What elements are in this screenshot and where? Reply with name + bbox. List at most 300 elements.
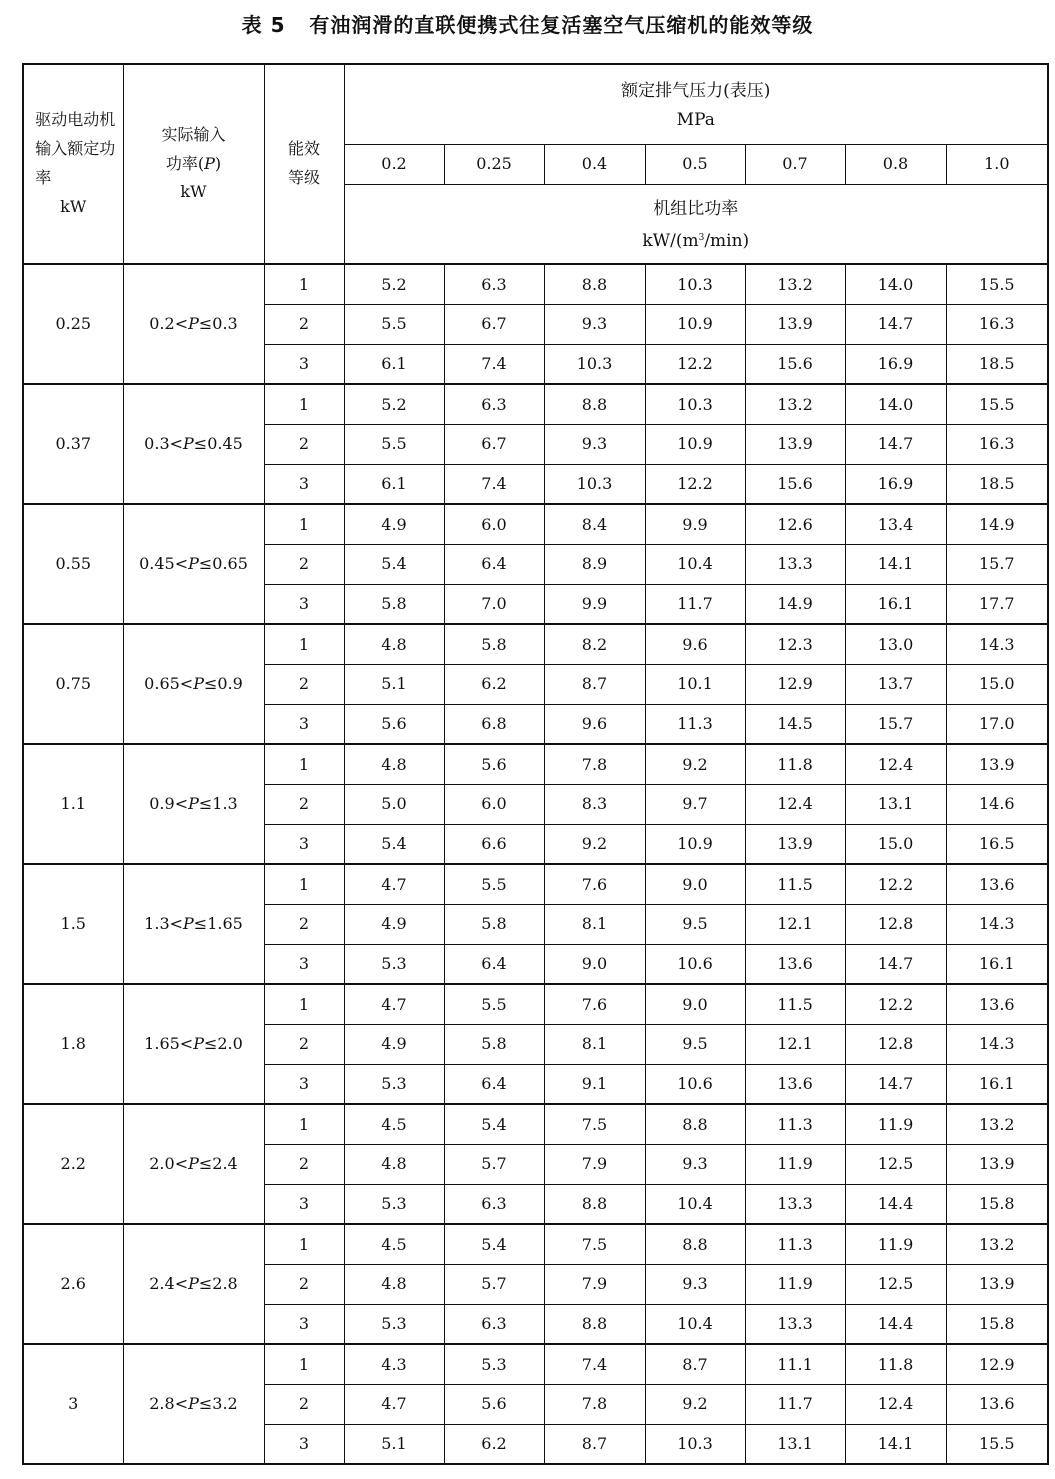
specific-power-cell: 9.2: [645, 1384, 745, 1424]
rated-power-unit: kW: [60, 196, 87, 216]
specific-power-cell: 13.1: [745, 1424, 845, 1464]
specific-power-cell: 13.4: [845, 504, 946, 544]
specific-power-cell: 14.4: [845, 1304, 946, 1344]
specific-power-cell: 4.7: [344, 864, 444, 904]
specific-power-cell: 8.7: [544, 1424, 645, 1464]
specific-power-cell: 13.9: [946, 744, 1048, 784]
specific-power-cell: 14.7: [845, 944, 946, 984]
specific-power-cell: 11.7: [645, 584, 745, 624]
specific-power-cell: 16.9: [845, 464, 946, 504]
grade-cell: 3: [264, 824, 344, 864]
specific-power-cell: 5.8: [444, 904, 544, 944]
specific-power-cell: 9.5: [645, 1024, 745, 1064]
range-var: P: [188, 1394, 199, 1414]
specific-power-cell: 11.3: [745, 1104, 845, 1144]
specific-power-cell: 12.5: [845, 1144, 946, 1184]
specific-power-cell: 10.6: [645, 944, 745, 984]
specific-power-cell: 9.3: [544, 424, 645, 464]
range-var: P: [183, 914, 194, 934]
specific-power-cell: 7.8: [544, 1384, 645, 1424]
range-var: P: [193, 674, 204, 694]
specific-power-cell: 8.4: [544, 504, 645, 544]
specific-power-cell: 11.9: [745, 1144, 845, 1184]
specific-power-cell: 15.0: [845, 824, 946, 864]
specific-power-cell: 6.1: [344, 344, 444, 384]
specific-power-cell: 7.5: [544, 1104, 645, 1144]
specific-power-cell: 9.0: [544, 944, 645, 984]
specific-power-cell: 14.3: [946, 904, 1048, 944]
specific-power-cell: 11.7: [745, 1384, 845, 1424]
specific-power-cell: 5.2: [344, 264, 444, 304]
pressure-header: [344, 64, 1048, 144]
specific-power-cell: 5.7: [444, 1144, 544, 1184]
specific-power-cell: 15.6: [745, 344, 845, 384]
specific-power-cell: 16.5: [946, 824, 1048, 864]
specific-power-cell: 15.5: [946, 384, 1048, 424]
specific-power-cell: 6.7: [444, 304, 544, 344]
actual-power-var: P: [204, 153, 215, 173]
specific-power-cell: 15.8: [946, 1184, 1048, 1224]
specific-power-cell: 13.2: [745, 264, 845, 304]
specific-power-cell: 14.9: [946, 504, 1048, 544]
grade-cell: 1: [264, 1344, 344, 1384]
specific-power-cell: 14.0: [845, 384, 946, 424]
range-high: ≤0.65: [198, 554, 248, 574]
specific-power-cell: 13.6: [745, 1064, 845, 1104]
specific-power-cell: 13.0: [845, 624, 946, 664]
specific-power-cell: 4.3: [344, 1344, 444, 1384]
grade-cell: 1: [264, 744, 344, 784]
specific-power-cell: 11.3: [745, 1224, 845, 1264]
rated-power-cell: 0.75: [23, 624, 123, 744]
range-var: P: [188, 794, 199, 814]
specific-power-cell: 10.3: [544, 464, 645, 504]
specific-power-cell: 14.3: [946, 1024, 1048, 1064]
actual-power-unit: kW: [180, 182, 207, 202]
range-high: ≤3.2: [198, 1394, 238, 1414]
specific-power-cell: 5.8: [344, 584, 444, 624]
range-var: P: [193, 1034, 204, 1054]
specific-power-cell: 7.6: [544, 984, 645, 1024]
specific-power-cell: 10.3: [645, 1424, 745, 1464]
specific-power-cell: 5.8: [444, 1024, 544, 1064]
specific-power-cell: 13.9: [946, 1144, 1048, 1184]
specific-power-cell: 5.1: [344, 1424, 444, 1464]
table-title: 表 5 有油润滑的直联便携式往复活塞空气压缩机的能效等级: [241, 13, 814, 37]
table-row: [23, 1104, 1048, 1144]
specific-power-cell: 6.0: [444, 784, 544, 824]
specific-power-cell: 5.3: [344, 1064, 444, 1104]
specific-power-cell: 9.1: [544, 1064, 645, 1104]
rated-power-cell: 3: [23, 1344, 123, 1464]
range-high: ≤0.45: [193, 434, 243, 454]
specific-power-cell: 6.4: [444, 544, 544, 584]
specific-power-cell: 13.9: [745, 824, 845, 864]
specific-power-cell: 17.7: [946, 584, 1048, 624]
specific-power-cell: 8.3: [544, 784, 645, 824]
specific-power-cell: 16.1: [946, 1064, 1048, 1104]
rated-power-header: [23, 64, 123, 264]
specific-power-cell: 4.7: [344, 984, 444, 1024]
pressure-unit: MPa: [676, 110, 715, 131]
specific-power-cell: 5.4: [444, 1104, 544, 1144]
specific-power-cell: 14.1: [845, 1424, 946, 1464]
grade-cell: 3: [264, 1424, 344, 1464]
rated-power-cell: 2.2: [23, 1104, 123, 1224]
range-low: 0.45<: [139, 554, 189, 574]
specific-power-cell: 15.0: [946, 664, 1048, 704]
specific-power-cell: 14.9: [745, 584, 845, 624]
specific-power-cell: 5.5: [444, 864, 544, 904]
specific-power-cell: 14.7: [845, 424, 946, 464]
specific-power-cell: 5.3: [344, 1304, 444, 1344]
grade-cell: 2: [264, 664, 344, 704]
specific-power-cell: 10.3: [645, 384, 745, 424]
specific-power-cell: 12.8: [845, 904, 946, 944]
specific-power-cell: 10.9: [645, 424, 745, 464]
grade-cell: 1: [264, 264, 344, 304]
specific-power-cell: 14.1: [845, 544, 946, 584]
specific-power-cell: 8.7: [645, 1344, 745, 1384]
specific-power-cell: 5.4: [344, 544, 444, 584]
specific-power-cell: 6.7: [444, 424, 544, 464]
specific-power-cell: 12.5: [845, 1264, 946, 1304]
specific-power-cell: 14.6: [946, 784, 1048, 824]
pressure-value: 0.5: [645, 144, 745, 184]
specific-power-cell: 13.9: [745, 424, 845, 464]
specific-power-cell: 7.0: [444, 584, 544, 624]
rated-power-cell: 1.8: [23, 984, 123, 1104]
grade-cell: 2: [264, 1024, 344, 1064]
grade-cell: 1: [264, 384, 344, 424]
grade-cell: 1: [264, 984, 344, 1024]
rated-power-label: 驱动电动机输入额定功率: [35, 110, 116, 187]
specific-power-cell: 12.8: [845, 1024, 946, 1064]
specific-power-cell: 13.6: [745, 944, 845, 984]
specific-power-header: [344, 184, 1048, 264]
specific-power-cell: 4.9: [344, 504, 444, 544]
specific-power-cell: 15.7: [946, 544, 1048, 584]
grade-cell: 3: [264, 464, 344, 504]
specific-power-cell: 8.1: [544, 904, 645, 944]
table-row: [23, 384, 1048, 424]
specific-power-cell: 14.7: [845, 304, 946, 344]
specific-power-cell: 15.5: [946, 264, 1048, 304]
pressure-value: 0.4: [544, 144, 645, 184]
specific-power-cell: 8.8: [544, 1304, 645, 1344]
grade-cell: 3: [264, 1304, 344, 1344]
range-var: P: [183, 434, 194, 454]
specific-power-cell: 5.5: [444, 984, 544, 1024]
actual-power-label-a: 功率(: [165, 153, 205, 173]
specific-power-cell: 6.2: [444, 664, 544, 704]
range-high: ≤0.9: [203, 674, 243, 694]
specific-power-cell: 9.6: [544, 704, 645, 744]
specific-power-cell: 8.8: [544, 264, 645, 304]
specific-power-cell: 6.3: [444, 1184, 544, 1224]
range-low: 0.2<: [149, 314, 189, 334]
specific-power-cell: 5.7: [444, 1264, 544, 1304]
grade-cell: 3: [264, 1064, 344, 1104]
specific-power-cell: 14.3: [946, 624, 1048, 664]
grade-label-1: 能效: [287, 139, 320, 159]
specific-power-cell: 13.3: [745, 544, 845, 584]
power-range-cell: [123, 864, 264, 984]
specific-power-cell: 5.6: [444, 1384, 544, 1424]
specific-power-cell: 4.8: [344, 1144, 444, 1184]
specific-power-cell: 4.8: [344, 744, 444, 784]
specific-power-cell: 11.9: [845, 1104, 946, 1144]
grade-cell: 3: [264, 944, 344, 984]
specific-power-cell: 6.4: [444, 1064, 544, 1104]
specific-power-cell: 14.0: [845, 264, 946, 304]
specific-power-cell: 8.9: [544, 544, 645, 584]
specific-power-cell: 12.2: [845, 984, 946, 1024]
specific-power-cell: 4.8: [344, 624, 444, 664]
specific-power-cell: 9.9: [544, 584, 645, 624]
grade-cell: 3: [264, 344, 344, 384]
specific-power-cell: 10.6: [645, 1064, 745, 1104]
grade-cell: 3: [264, 1184, 344, 1224]
power-range-cell: [123, 984, 264, 1104]
range-var: P: [188, 1154, 199, 1174]
grade-cell: 1: [264, 1104, 344, 1144]
specific-power-cell: 6.6: [444, 824, 544, 864]
power-range-cell: [123, 384, 264, 504]
specific-power-cell: 5.2: [344, 384, 444, 424]
specific-power-cell: 10.9: [645, 304, 745, 344]
specific-power-cell: 12.4: [745, 784, 845, 824]
specific-power-cell: 9.3: [645, 1264, 745, 1304]
specific-power-cell: 12.1: [745, 1024, 845, 1064]
specific-power-cell: 7.9: [544, 1264, 645, 1304]
specific-power-cell: 5.5: [344, 304, 444, 344]
specific-power-cell: 16.3: [946, 304, 1048, 344]
specific-power-cell: 16.1: [946, 944, 1048, 984]
table-row: [23, 624, 1048, 664]
grade-cell: 2: [264, 304, 344, 344]
specific-power-cell: 16.9: [845, 344, 946, 384]
specific-power-cell: 6.4: [444, 944, 544, 984]
specific-power-cell: 7.9: [544, 1144, 645, 1184]
actual-power-label: 实际输入: [161, 124, 226, 144]
specific-power-cell: 12.4: [845, 1384, 946, 1424]
grade-cell: 2: [264, 904, 344, 944]
grade-label-2: 等级: [287, 168, 320, 187]
specific-power-cell: 11.8: [745, 744, 845, 784]
specific-power-cell: 13.1: [845, 784, 946, 824]
range-low: 2.4<: [149, 1274, 189, 1294]
specific-power-cell: 6.1: [344, 464, 444, 504]
pressure-value: 0.25: [444, 144, 544, 184]
specific-power-cell: 18.5: [946, 344, 1048, 384]
specific-power-cell: 7.8: [544, 744, 645, 784]
specific-power-cell: 15.8: [946, 1304, 1048, 1344]
specific-power-cell: 5.3: [344, 1184, 444, 1224]
specific-power-cell: 13.2: [946, 1224, 1048, 1264]
grade-cell: 2: [264, 424, 344, 464]
specific-power-cell: 11.1: [745, 1344, 845, 1384]
specific-power-cell: 11.5: [745, 864, 845, 904]
rated-power-cell: 2.6: [23, 1224, 123, 1344]
power-range-cell: [123, 504, 264, 624]
pressure-value: 0.7: [745, 144, 845, 184]
specific-power-cell: 13.3: [745, 1184, 845, 1224]
specific-power-cell: 11.8: [845, 1344, 946, 1384]
table-row: [23, 984, 1048, 1024]
range-low: 2.8<: [149, 1394, 189, 1414]
specific-power-cell: 13.2: [745, 384, 845, 424]
specific-power-cell: 9.9: [645, 504, 745, 544]
table-row: [23, 1344, 1048, 1384]
power-range-cell: [123, 264, 264, 384]
range-high: ≤1.65: [193, 914, 243, 934]
specific-power-cell: 6.8: [444, 704, 544, 744]
specific-power-cell: 12.3: [745, 624, 845, 664]
specific-power-cell: 5.4: [444, 1224, 544, 1264]
specific-power-cell: 12.1: [745, 904, 845, 944]
pressure-value: 1.0: [946, 144, 1048, 184]
specific-power-cell: 12.9: [745, 664, 845, 704]
actual-power-label-b: ): [214, 153, 222, 173]
specific-power-cell: 5.6: [444, 744, 544, 784]
power-range-cell: [123, 1344, 264, 1464]
specific-power-cell: 6.3: [444, 384, 544, 424]
specific-power-cell: 17.0: [946, 704, 1048, 744]
specific-power-cell: 8.8: [645, 1224, 745, 1264]
specific-power-cell: 9.0: [645, 864, 745, 904]
actual-power-header: [123, 64, 264, 264]
specific-power-cell: 10.3: [544, 344, 645, 384]
range-high: ≤2.0: [203, 1034, 243, 1054]
specific-power-cell: 12.6: [745, 504, 845, 544]
specific-power-cell: 5.8: [444, 624, 544, 664]
grade-cell: 1: [264, 624, 344, 664]
grade-cell: 2: [264, 1384, 344, 1424]
specific-power-cell: 4.5: [344, 1224, 444, 1264]
specific-power-cell: 12.2: [645, 464, 745, 504]
specific-power-cell: 11.3: [645, 704, 745, 744]
specific-power-cell: 5.1: [344, 664, 444, 704]
specific-power-cell: 13.6: [946, 1384, 1048, 1424]
specific-power-cell: 9.6: [645, 624, 745, 664]
power-range-cell: [123, 1224, 264, 1344]
specific-power-cell: 7.5: [544, 1224, 645, 1264]
rated-power-cell: 1.5: [23, 864, 123, 984]
specific-power-cell: 14.4: [845, 1184, 946, 1224]
specific-power-cell: 7.4: [544, 1344, 645, 1384]
specific-power-cell: 10.1: [645, 664, 745, 704]
specific-power-cell: 8.8: [645, 1104, 745, 1144]
specific-power-cell: 13.9: [745, 304, 845, 344]
specific-power-cell: 14.7: [845, 1064, 946, 1104]
range-low: 1.65<: [144, 1034, 194, 1054]
rated-power-cell: 0.55: [23, 504, 123, 624]
power-range-cell: [123, 624, 264, 744]
table-row: [23, 744, 1048, 784]
specific-power-cell: 5.6: [344, 704, 444, 744]
specific-power-cell: 10.4: [645, 544, 745, 584]
specific-power-cell: 13.9: [946, 1264, 1048, 1304]
specific-power-cell: 12.2: [645, 344, 745, 384]
grade-header: [264, 64, 344, 264]
specific-power-cell: 9.2: [544, 824, 645, 864]
specific-power-cell: 4.9: [344, 1024, 444, 1064]
specific-power-cell: 5.3: [344, 944, 444, 984]
specific-power-cell: 4.7: [344, 1384, 444, 1424]
pressure-value: 0.8: [845, 144, 946, 184]
specific-power-cell: 10.4: [645, 1304, 745, 1344]
specific-power-cell: 15.6: [745, 464, 845, 504]
specific-power-cell: 13.6: [946, 984, 1048, 1024]
grade-cell: 1: [264, 504, 344, 544]
specific-power-cell: 5.5: [344, 424, 444, 464]
specific-power-cell: 12.9: [946, 1344, 1048, 1384]
specific-power-cell: 15.7: [845, 704, 946, 744]
specific-power-cell: 9.7: [645, 784, 745, 824]
specific-power-cell: 16.1: [845, 584, 946, 624]
specific-power-cell: 4.8: [344, 1264, 444, 1304]
grade-cell: 1: [264, 1224, 344, 1264]
energy-efficiency-table: [22, 63, 1049, 1465]
grade-cell: 2: [264, 784, 344, 824]
pressure-label: 额定排气压力(表压): [621, 81, 771, 102]
power-range-cell: [123, 1104, 264, 1224]
specific-power-cell: 6.2: [444, 1424, 544, 1464]
specific-power-cell: 8.7: [544, 664, 645, 704]
specific-power-cell: 8.8: [544, 384, 645, 424]
specific-power-cell: 9.3: [645, 1144, 745, 1184]
specific-power-cell: 5.4: [344, 824, 444, 864]
specific-power-cell: 7.4: [444, 464, 544, 504]
specific-power-cell: 7.4: [444, 344, 544, 384]
specific-power-cell: 4.5: [344, 1104, 444, 1144]
range-high: ≤2.8: [198, 1274, 238, 1294]
range-var: P: [188, 1274, 199, 1294]
power-range-cell: [123, 744, 264, 864]
specific-power-cell: 10.3: [645, 264, 745, 304]
specific-power-cell: 8.2: [544, 624, 645, 664]
specific-power-cell: 13.2: [946, 1104, 1048, 1144]
specific-power-cell: 13.3: [745, 1304, 845, 1344]
specific-power-cell: 15.5: [946, 1424, 1048, 1464]
specific-power-cell: 5.3: [444, 1344, 544, 1384]
rated-power-cell: 1.1: [23, 744, 123, 864]
grade-cell: 2: [264, 1264, 344, 1304]
range-high: ≤2.4: [198, 1154, 238, 1174]
specific-power-cell: 10.9: [645, 824, 745, 864]
specific-power-cell: 12.2: [845, 864, 946, 904]
specific-power-cell: 9.0: [645, 984, 745, 1024]
specific-power-cell: 13.7: [845, 664, 946, 704]
specific-power-cell: 7.6: [544, 864, 645, 904]
range-low: 0.9<: [149, 794, 189, 814]
grade-cell: 2: [264, 1144, 344, 1184]
range-low: 0.65<: [144, 674, 194, 694]
range-low: 2.0<: [149, 1154, 189, 1174]
specific-power-cell: 13.6: [946, 864, 1048, 904]
specific-power-cell: 10.4: [645, 1184, 745, 1224]
specific-power-cell: 11.9: [845, 1224, 946, 1264]
range-var: P: [188, 554, 199, 574]
specific-power-unit-a: kW/(m: [642, 231, 699, 252]
specific-power-cell: 9.2: [645, 744, 745, 784]
table-row: [23, 1224, 1048, 1264]
rated-power-cell: 0.25: [23, 264, 123, 384]
pressure-value: 0.2: [344, 144, 444, 184]
specific-power-cell: 9.5: [645, 904, 745, 944]
specific-power-cell: 18.5: [946, 464, 1048, 504]
